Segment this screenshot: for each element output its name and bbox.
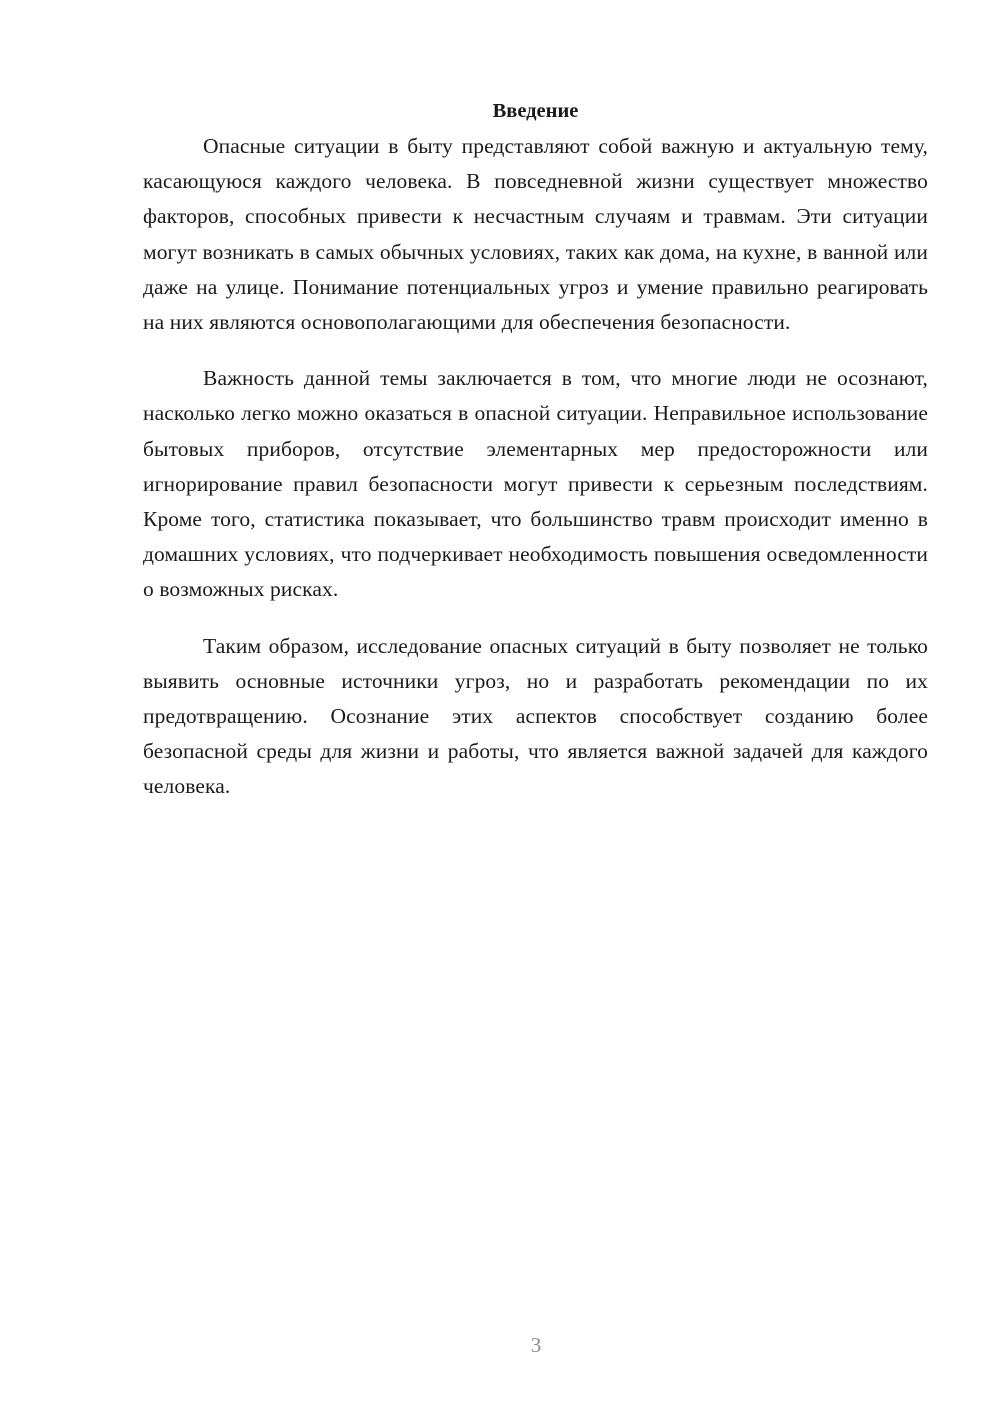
page-number: 3: [530, 1333, 542, 1357]
section-title: Введение: [492, 100, 579, 122]
paragraph-2: Важность данной темы заключается в том, что многие люди не осознают, насколько легко можно оказаться в опасной ситуации. Неправильное использование бытовых приборов, отсутствие элементарных мер предосторожности или игнорирование правил безопасности могут привести к серьезным последствиям. Кроме того, статистика показывает, что большинство травм происходит именно в домашних условиях, что подчеркивает необходимость повышения осведомленности о возможных рисках.: [143, 366, 928, 602]
paragraph-1: Опасные ситуации в быту представляют собой важную и актуальную тему, касающуюся каждого человека. В повседневной жизни существует множество факторов, способных привести к несчастным случаям и травмам. Эти ситуации могут возникать в самых обычных условиях, таких как дома, на кухне, в ванной или даже на улице. Понимание потенциальных угроз и умение правильно реагировать на них являются основополагающими для обеспечения безопасности.: [143, 134, 928, 335]
page-content: [143, 94, 928, 805]
paragraph-3: Таким образом, исследование опасных ситуаций в быту позволяет не только выявить основные источники угроз, но и разработать рекомендации по их предотвращению. Осознание этих аспектов способствует созданию более безопасной среды для жизни и работы, что является важной задачей для каждого человека.: [143, 633, 928, 799]
